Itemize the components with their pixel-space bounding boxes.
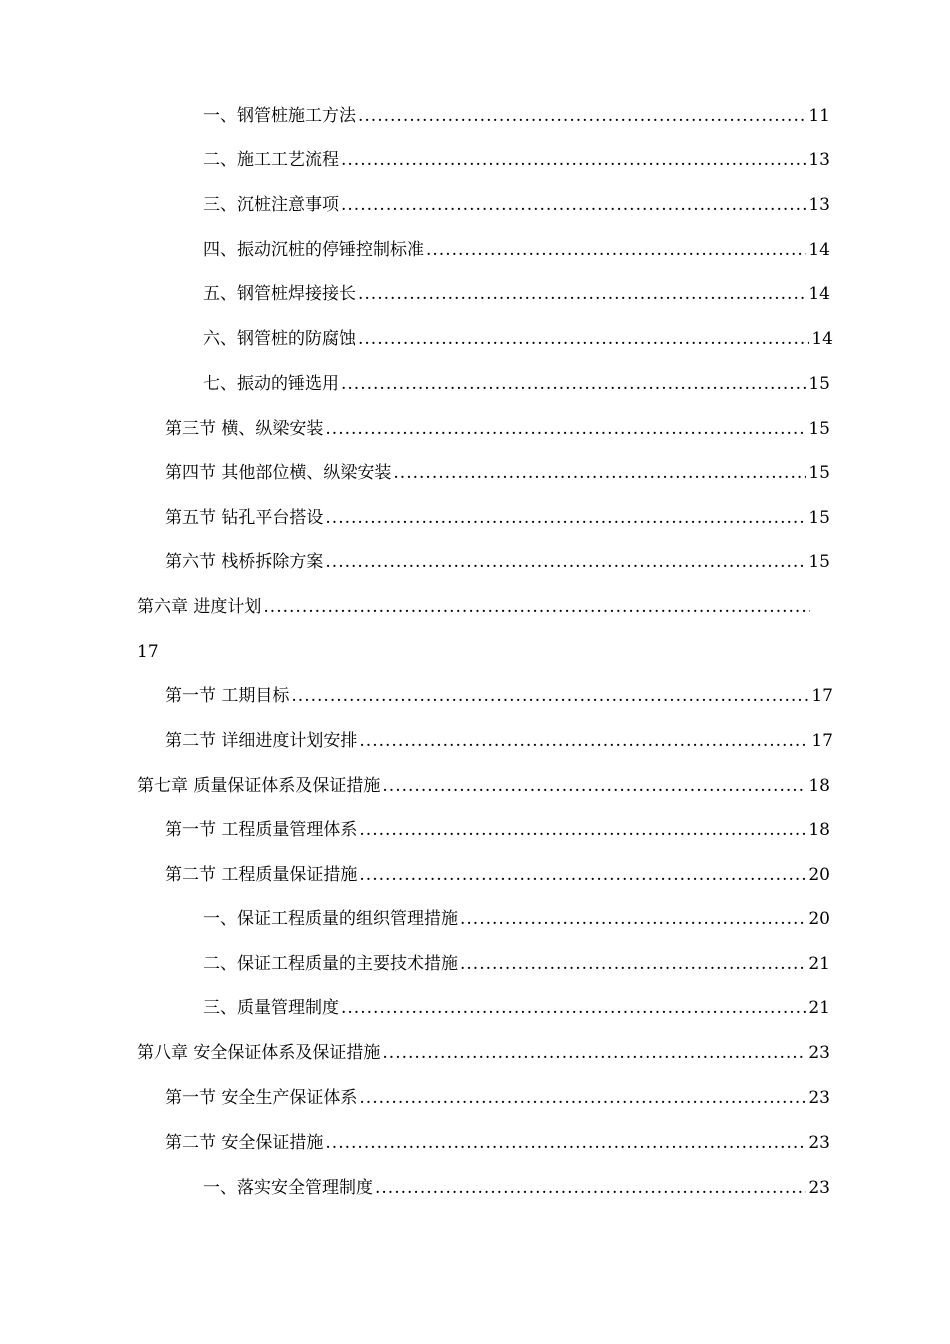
toc-entry-title: 一、落实安全管理制度 [203, 1178, 373, 1198]
toc-entry-title: 七、振动的锤选用 [203, 374, 339, 394]
toc-entry[interactable] [165, 549, 830, 575]
dot-leader [325, 416, 806, 442]
toc-entry-page: 23 [808, 1043, 830, 1063]
toc-entry-title: 二、保证工程质量的主要技术措施 [203, 954, 458, 974]
dot-leader [263, 594, 810, 620]
toc-entry-page: 21 [808, 998, 830, 1018]
toc-entry[interactable] [137, 1040, 830, 1066]
toc-entry-title: 第一节 工期目标 [165, 686, 290, 706]
toc-entry-title: 第三节 横、纵梁安装 [165, 419, 324, 439]
dot-leader [291, 683, 809, 709]
toc-entry[interactable] [203, 147, 830, 173]
toc-entry-title: 二、施工工艺流程 [203, 150, 339, 170]
toc-entry-title: 第八章 安全保证体系及保证措施 [137, 1043, 381, 1063]
toc-entry-page: 15 [808, 374, 830, 394]
toc-entry-page: 23 [808, 1133, 830, 1153]
toc-entry-page: 18 [808, 776, 830, 796]
dot-leader [341, 371, 806, 397]
toc-entry-page: 21 [808, 954, 830, 974]
toc-entry[interactable] [203, 371, 830, 397]
toc-entry-title: 一、钢管桩施工方法 [203, 106, 356, 126]
toc-entry-page: 17 [811, 686, 833, 706]
toc-entry[interactable] [203, 237, 830, 263]
toc-entry[interactable] [203, 906, 830, 932]
toc-entry-page: 14 [808, 284, 830, 304]
toc-entry[interactable] [137, 594, 812, 620]
dot-leader [359, 817, 806, 843]
toc-entry[interactable] [165, 1130, 830, 1156]
dot-leader [358, 326, 809, 352]
toc-entry[interactable] [165, 416, 830, 442]
toc-entry-page: 20 [808, 865, 830, 885]
toc-entry-title: 六、钢管桩的防腐蚀 [203, 329, 356, 349]
toc-entry[interactable] [165, 1085, 830, 1111]
toc-entry-page: 18 [808, 820, 830, 840]
toc-entry-page: 20 [808, 909, 830, 929]
toc-entry-title: 五、钢管桩焊接接长 [203, 284, 356, 304]
toc-entry-page: 17 [811, 731, 833, 751]
dot-leader [358, 281, 806, 307]
toc-entry[interactable] [165, 817, 830, 843]
toc-entry-page: 11 [808, 106, 830, 126]
dot-leader [460, 951, 806, 977]
toc-entry[interactable] [165, 460, 830, 486]
dot-leader [325, 505, 806, 531]
dot-leader [325, 1130, 806, 1156]
toc-entry-page: 23 [808, 1088, 830, 1108]
toc-entry-title: 一、保证工程质量的组织管理措施 [203, 909, 458, 929]
dot-leader [382, 773, 806, 799]
dot-leader [341, 192, 806, 218]
dot-leader [460, 906, 806, 932]
toc-entry-page: 14 [811, 329, 833, 349]
toc-entry-title: 第一节 工程质量管理体系 [165, 820, 358, 840]
toc-entry-page: 15 [808, 463, 830, 483]
toc-entry[interactable] [203, 326, 833, 352]
dot-leader [359, 1085, 806, 1111]
toc-entry-page: 17 [137, 642, 159, 662]
dot-leader [341, 995, 806, 1021]
toc-entry[interactable] [203, 103, 830, 129]
toc-entry-title: 第二节 安全保证措施 [165, 1133, 324, 1153]
toc-entry-title: 第六节 栈桥拆除方案 [165, 552, 324, 572]
dot-leader [382, 1040, 806, 1066]
dot-leader [325, 549, 806, 575]
toc-entry-title: 三、沉桩注意事项 [203, 195, 339, 215]
dot-leader [359, 862, 806, 888]
dot-leader [359, 728, 809, 754]
toc-entry-title: 第五节 钻孔平台搭设 [165, 508, 324, 528]
toc-entry-page: 13 [808, 150, 830, 170]
toc-entry[interactable] [203, 1175, 830, 1201]
toc-entry[interactable] [203, 951, 830, 977]
toc-entry[interactable] [165, 862, 830, 888]
dot-leader [358, 103, 806, 129]
toc-entry-page: 15 [808, 552, 830, 572]
toc-entry-page: 15 [808, 508, 830, 528]
toc-entry[interactable] [165, 728, 833, 754]
dot-leader [426, 237, 806, 263]
toc-entry-page: 23 [808, 1178, 830, 1198]
toc-entry-page: 15 [808, 419, 830, 439]
toc-entry-title: 第二节 工程质量保证措施 [165, 865, 358, 885]
toc-entry[interactable] [203, 995, 830, 1021]
toc-entry-page: 14 [808, 240, 830, 260]
dot-leader [393, 460, 806, 486]
toc-entry-title: 四、振动沉桩的停锤控制标准 [203, 240, 424, 260]
toc-entry-title: 第七章 质量保证体系及保证措施 [137, 776, 381, 796]
toc-entry-title: 第六章 进度计划 [137, 597, 262, 617]
dot-leader [341, 147, 806, 173]
dot-leader [375, 1175, 806, 1201]
toc-entry[interactable] [137, 773, 830, 799]
toc-entry-title: 第二节 详细进度计划安排 [165, 731, 358, 751]
toc-entry[interactable] [165, 505, 830, 531]
toc-entry-title: 第四节 其他部位横、纵梁安装 [165, 463, 392, 483]
toc-entry[interactable] [165, 683, 833, 709]
toc-entry-title: 第一节 安全生产保证体系 [165, 1088, 358, 1108]
toc-entry[interactable] [203, 192, 830, 218]
toc-entry-title: 三、质量管理制度 [203, 998, 339, 1018]
toc-entry-page: 13 [808, 195, 830, 215]
toc-entry[interactable] [203, 281, 830, 307]
